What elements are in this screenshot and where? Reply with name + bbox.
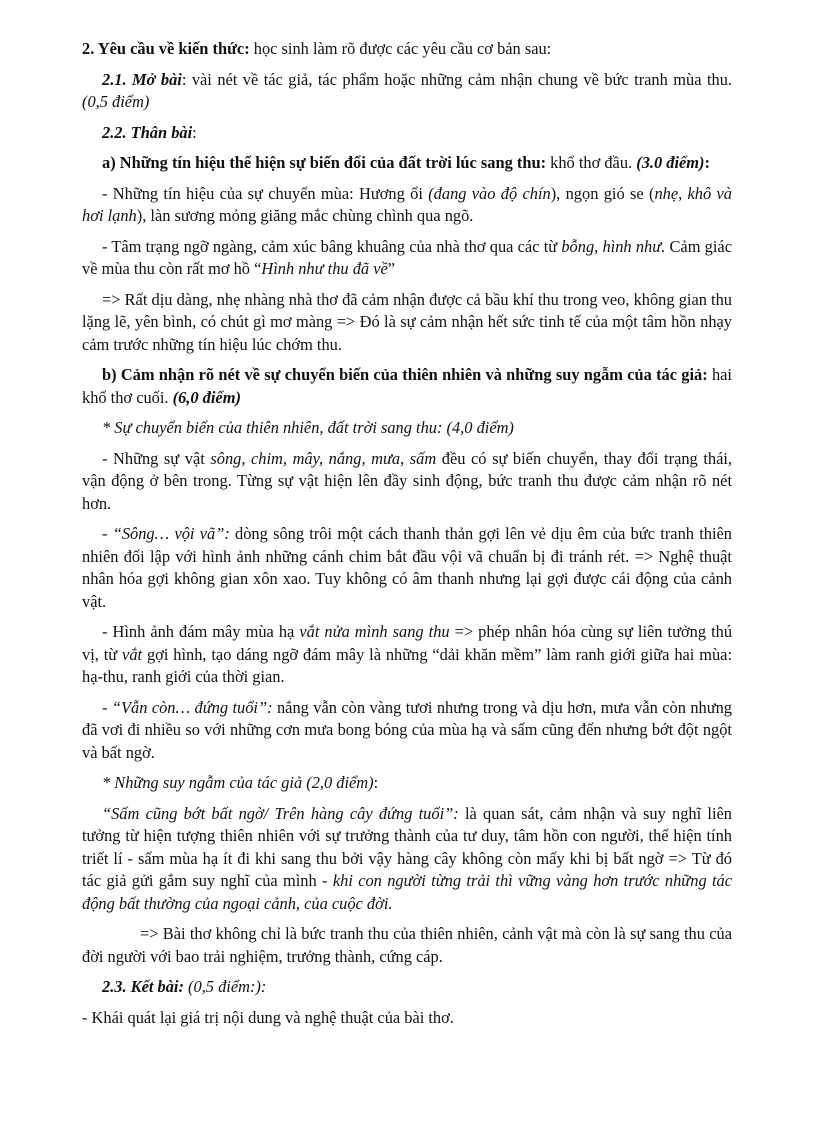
text: Cảm giác về mùa thu còn rất mơ hồ “ [82, 236, 732, 278]
text: - [102, 524, 113, 543]
knowledge-requirements-heading [82, 38, 732, 61]
part-b-heading [82, 364, 732, 409]
paragraph-signals [82, 183, 732, 228]
part-heading: b) Cảm nhận rõ nét về sự chuyển biến của thiên nhiên và những suy ngẫm của tác giả: [102, 365, 708, 384]
italic-text: bỗng, hình như. [561, 236, 666, 256]
text: - Hình ảnh đám mây mùa hạ [102, 622, 300, 641]
italic-text: vắt nửa mình sang thu [299, 622, 450, 641]
italic-text: Hình như thu đã về [261, 259, 388, 278]
text: đều có sự biến chuyển, thay đổi trạng thái, vận động ở bên trong. Từng sự vật hiện lên đầy sinh động, bức tranh thu được cảm nhận rõ nét hơn. [82, 448, 732, 513]
text: ” [387, 259, 396, 278]
reflection-heading [82, 772, 732, 795]
italic-text: “Sấm cũng bớt bất ngờ/ Trên hàng cây đứng tuổi”: [102, 803, 459, 823]
italic-text: “Sông… vội vã”: [112, 524, 230, 543]
paragraph-things [82, 448, 732, 516]
score-note: (0,5 điểm) [82, 92, 150, 111]
text: là quan sát, cảm nhận và suy nghĩ liên tưởng từ hiện tượng thiên nhiên với sự trưởng thành của tư duy, tâm hồn con người, thể hiện tính triết lí - sấm mùa hạ ít đi khi sang thu bởi vậy hàng cây không còn mấy khi bị bất ngờ => Từ đó tác giả gửi gắm suy nghĩ của mình - [82, 803, 732, 890]
conclusion-heading [82, 976, 732, 999]
text: ), làn sương mỏng giăng mắc chùng chình qua ngõ. [136, 206, 474, 225]
text: - [102, 697, 112, 717]
italic-text: sông, chim, mây, nắng, mưa, sấm [210, 448, 437, 468]
paragraph-summary: => Bài thơ không chỉ là bức tranh thu của thiên nhiên, cảnh vật mà còn là sự sang thu của đời người với bao trải nghiệm, trưởng thành, cứng cáp. [82, 924, 732, 966]
text: - Tâm trạng ngỡ ngàng, cảm xúc bâng khuâng của nhà thơ qua các từ [102, 236, 562, 256]
text: nắng vẫn còn vàng tươi nhưng trong và dịu hơn, mưa vẫn còn nhưng đã vơi đi nhiều so với những cơn mưa bong bóng của mùa hạ và sấm cũng đến nhưng bớt đột ngột và bất ngờ. [82, 697, 732, 762]
section-heading: 2. Yêu cầu về kiến thức: [82, 39, 250, 58]
text: học sinh làm rõ được các yêu cầu cơ bản sau: [249, 39, 552, 58]
paragraph-mood [82, 236, 732, 281]
intro-section [82, 69, 732, 114]
text: - Những sự vật [102, 448, 211, 468]
text: : [704, 153, 710, 172]
score-note: (6,0 điểm) [172, 387, 241, 407]
text: ), ngọn gió se ( [550, 183, 655, 203]
italic-text: “Vẫn còn… đứng tuổi”: [111, 697, 273, 717]
document-page [82, 38, 732, 1037]
italic-text: khi con người từng trải thì vững vàng hơn trước những tác động bất thường của ngoại cảnh, của cuộc đời. [82, 871, 732, 913]
part-heading: a) Những tín hiệu thể hiện sự biến đổi của đất trời lúc sang thu: [102, 153, 547, 172]
paragraph-conclusion: - Khái quát lại giá trị nội dung và nghệ thuật của bài thơ. [82, 1007, 454, 1027]
score-note: (3.0 điểm) [636, 153, 705, 172]
text: : [373, 773, 379, 792]
italic-text: (đang vào độ chín [428, 183, 551, 203]
italic-text: * Những suy ngẫm của tác giả (2,0 điểm) [102, 773, 374, 792]
paragraph-river [82, 523, 732, 613]
paragraph-conclusion-a: => Rất dịu dàng, nhẹ nhàng nhà thơ đã cảm nhận được cả bầu khí thu trong veo, không gian thu lặng lẽ, yên bình, có chút gì mơ màng => Đó là sự cảm nhận hết sức tinh tế của một tâm hồn nhạy cảm trước những tín hiệu lúc chớm thu. [82, 289, 732, 354]
body-section-heading [82, 122, 732, 145]
paragraph-sun-rain [82, 697, 732, 765]
score-note: (0,5 điểm:): [183, 977, 267, 996]
italic-text: * Sự chuyển biến của thiên nhiên, đất trời sang thu: (4,0 điểm) [102, 418, 514, 437]
text: khổ thơ đầu. [546, 153, 637, 172]
text: gợi hình, tạo dáng ngỡ đám mây là những “dải khăn mềm” làm ranh giới giữa hai mùa: hạ-thu, ranh giới của thời gian. [82, 644, 732, 686]
text: - Những tín hiệu của sự chuyển mùa: Hương ổi [102, 183, 429, 203]
paragraph-cloud [82, 621, 732, 689]
text: dòng sông trôi một cách thanh thản gợi lên vẻ dịu êm của bức tranh thiên nhiên đối lập với hình ảnh những cánh chim bắt đầu vội vã chuẩn bị đi tránh rét. => Nghệ thuật nhân hóa gợi không gian xôn xao. Tuy không có âm thanh nhưng lại gợi được cái động của cảnh vật. [82, 524, 732, 611]
text: : [192, 122, 197, 142]
text: hai khổ thơ cuối. [82, 365, 732, 407]
paragraph-thunder [82, 803, 732, 916]
subsection-heading: 2.1. Mở bài [102, 69, 182, 89]
subsection-heading: 2.3. Kết bài: [102, 977, 184, 996]
italic-text: vắt [122, 644, 143, 664]
text: => phép nhân hóa cùng sự liên tưởng thú vị, từ [82, 622, 733, 664]
subsection-heading: 2.2. Thân bài [102, 122, 193, 142]
italic-text: nhẹ, khô và hơi lạnh [82, 183, 732, 225]
part-a-heading [82, 152, 732, 175]
text: : vài nét về tác giả, tác phẩm hoặc những cảm nhận chung về bức tranh mùa thu. [181, 69, 732, 89]
nature-change-heading [82, 417, 732, 440]
